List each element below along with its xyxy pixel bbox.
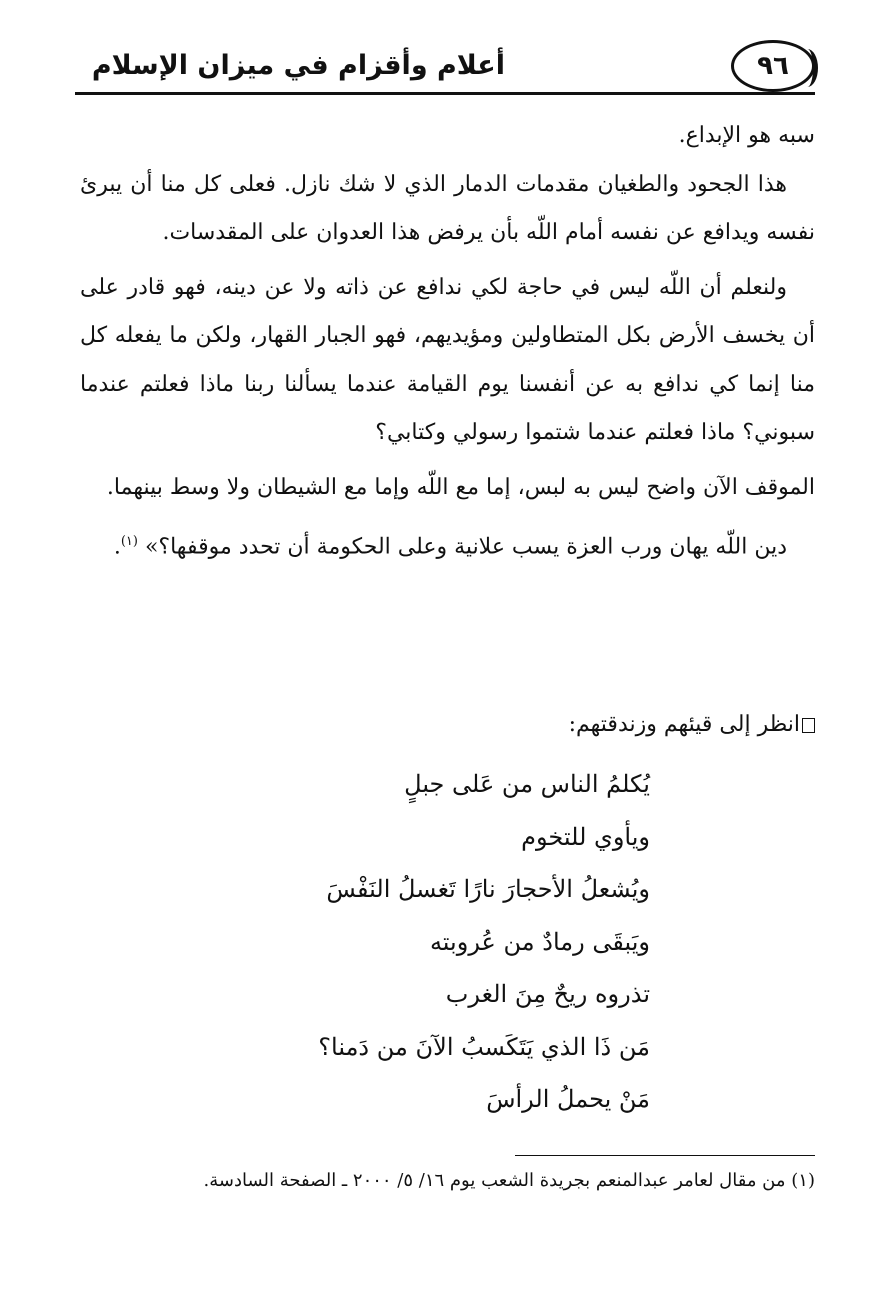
- header-rule: [75, 92, 815, 95]
- footnote: [204, 1170, 816, 1191]
- poem-intro-text: انظر إلى قيئهم وزندقتهم:: [568, 712, 800, 737]
- poem-line: ويأوي للتخوم: [521, 822, 650, 851]
- poem: [318, 758, 650, 1126]
- paragraph-5-end: .: [113, 534, 121, 560]
- paragraph-1: سبه هو الإبداع.: [678, 123, 815, 148]
- body-text: [80, 112, 815, 572]
- paragraph-5: [80, 518, 815, 572]
- poem-line: ويَبقَى رمادٌ من عُروبته: [429, 927, 650, 956]
- paragraph-3: ولنعلم أن اللّه ليس في حاجة لكي ندافع عن ذاته ولا عن دينه، فهو قادر على أن يخسف الأرض بكل المتطاولين ومؤيديهم، فهو الجبار القهار، ولكن ما يفعله كل منا إنما كي ندافع به عن أنفسنا يوم القيامة عندما يسألنا ربنا ماذا فعلتم عندما سبوني؟ ماذا فعلتم عندما شتموا رسولي وكتابي؟: [80, 274, 815, 445]
- poem-line: يُكلمُ الناس من عَلى جبلٍ: [404, 770, 650, 798]
- running-title: أعلام وأقزام في ميزان الإسلام: [91, 50, 505, 81]
- poem-intro: [569, 712, 815, 737]
- poem-line: مَنْ يحملُ الرأسَ: [486, 1085, 650, 1113]
- page-number-badge: [731, 40, 815, 92]
- page-header: [75, 30, 815, 100]
- box-marker-icon: [802, 718, 815, 733]
- poem-line: ويُشعلُ الأحجارَ نارًا تَغسلُ النَفْسَ: [326, 875, 650, 903]
- poem-line: تذروه ريحٌ مِنَ الغرب: [445, 980, 650, 1008]
- footnote-text: من مقال لعامر عبدالمنعم بجريدة الشعب يوم ١٦/ ٥/ ٢٠٠٠ ـ الصفحة السادسة.: [203, 1170, 786, 1191]
- footnote-marker: (١): [791, 1170, 815, 1191]
- paragraph-4: الموقف الآن واضح ليس به لبس، إما مع اللّه وإما مع الشيطان ولا وسط بينهما.: [106, 474, 815, 500]
- poem-line: مَن ذَا الذي يَتَكَسبُ الآنَ من دَمنا؟: [318, 1032, 650, 1061]
- page-number: ٩٦: [757, 51, 789, 81]
- paragraph-2: هذا الجحود والطغيان مقدمات الدمار الذي لا شك نازل. فعلى كل منا أن يبرئ نفسه ويدافع عن نفسه أمام اللّه بأن يرفض هذا العدوان على المقدسات.: [80, 171, 815, 245]
- footnote-reference[interactable]: (١): [120, 534, 138, 549]
- footnote-separator: [515, 1155, 815, 1156]
- paragraph-5-text: دين اللّه يهان ورب العزة يسب علانية وعلى الحكومة أن تحدد موقفها؟»: [144, 534, 787, 560]
